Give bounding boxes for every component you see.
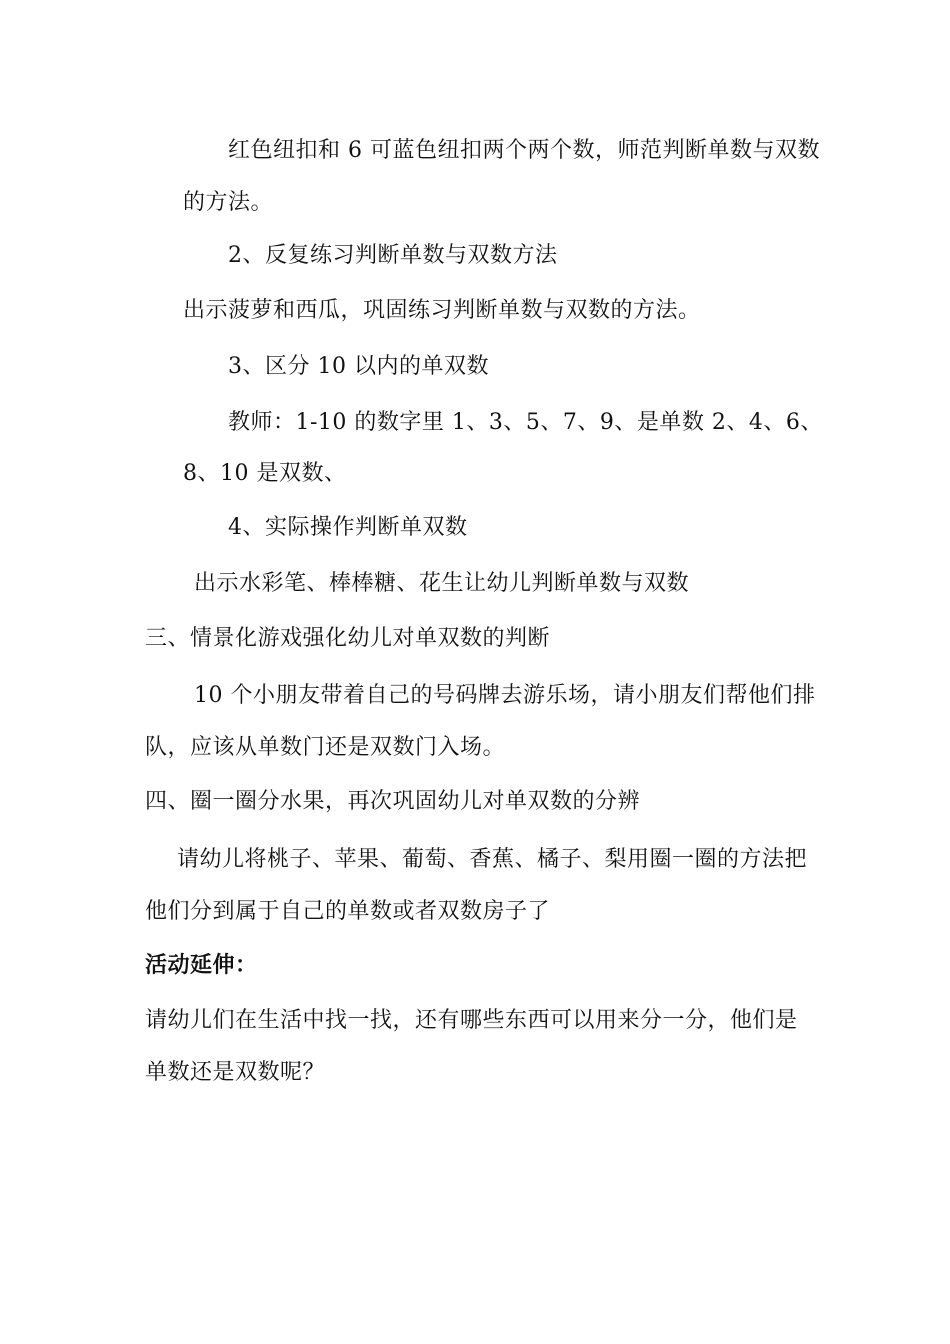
paragraph-line: 出示水彩笔、棒棒糖、花生让幼儿判断单数与双数 (194, 571, 690, 596)
paragraph-line: 他们分到属于自己的单数或者双数房子了 (145, 899, 551, 924)
paragraph-line: 8、10 是双数、 (183, 461, 347, 486)
paragraph-line: 出示菠萝和西瓜，巩固练习判断单数与双数的方法。 (183, 298, 701, 323)
paragraph-line: 请幼儿们在生活中找一找，还有哪些东西可以用来分一分，他们是 (145, 1008, 798, 1033)
paragraph-line: 10 个小朋友带着自己的号码牌去游乐场，请小朋友们帮他们排 (194, 683, 816, 708)
section-heading: 三、情景化游戏强化幼儿对单双数的判断 (145, 626, 551, 651)
list-item-heading: 3、区分 10 以内的单双数 (228, 354, 489, 379)
activity-extension-heading: 活动延伸： (145, 952, 258, 978)
list-item-heading: 4、实际操作判断单双数 (228, 515, 468, 540)
list-item-heading: 2、反复练习判断单数与双数方法 (228, 243, 558, 268)
paragraph-line: 教师：1-10 的数字里 1、3、5、7、9、是单数 2、4、6、 (228, 410, 823, 435)
paragraph-line: 单数还是双数呢？ (145, 1060, 326, 1085)
paragraph-line: 的方法。 (183, 190, 274, 215)
paragraph-line: 红色纽扣和 6 可蓝色纽扣两个两个数，师范判断单数与双数 (228, 138, 820, 163)
section-heading: 四、圈一圈分水果，再次巩固幼儿对单双数的分辨 (145, 789, 641, 814)
paragraph-line: 队，应该从单数门还是双数门入场。 (145, 735, 506, 760)
paragraph-line: 请幼儿将桃子、苹果、葡萄、香蕉、橘子、梨用圈一圈的方法把 (177, 847, 808, 872)
